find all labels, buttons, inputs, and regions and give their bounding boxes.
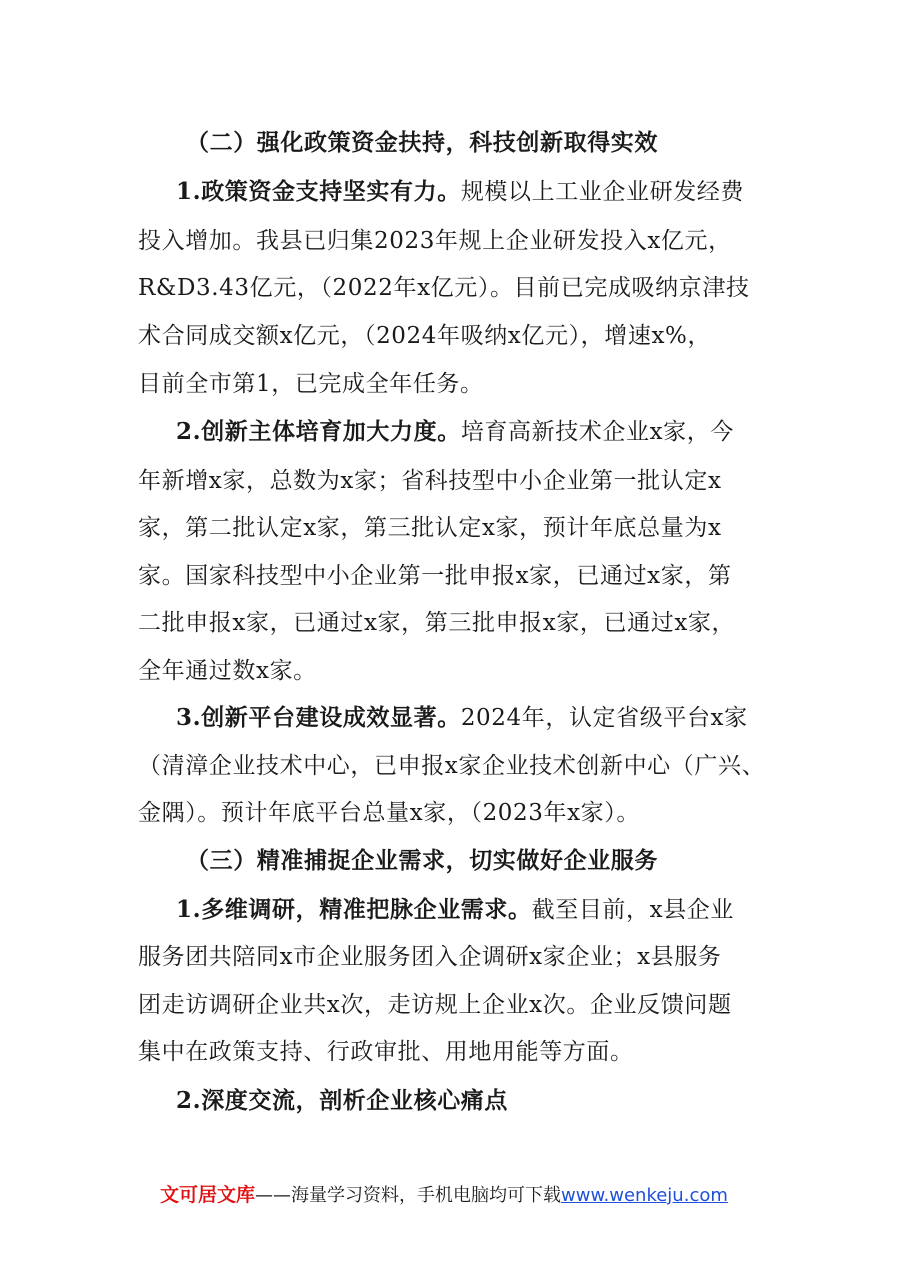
paragraph-4-line-4: 集中在政策支持、行政审批、用地用能等方面。 [138, 1039, 634, 1065]
footer-dash: —— [255, 1185, 292, 1206]
paragraph-1-line-3: R&D3.43亿元，（2022年x亿元）。目前已完成吸纳京津技 [138, 275, 750, 301]
footer-brand: 文可居文库 [160, 1184, 256, 1206]
paragraph-1-lead: 1.政策资金支持坚实有力。 [176, 178, 461, 205]
paragraph-3-line-1-text: 2024年，认定省级平台x家 [460, 705, 748, 731]
paragraph-3-line-2: （清漳企业技术中心，已申报x家企业技术创新中心（广兴、 [138, 753, 766, 779]
paragraph-2-line-1-text: 培育高新技术企业x家，今 [460, 419, 734, 445]
footer-link[interactable]: www.wenkeju.com [561, 1185, 728, 1206]
paragraph-3-lead: 3.创新平台建设成效显著。 [176, 704, 461, 731]
section-heading-2: （二）强化政策资金扶持，科技创新取得实效 [186, 129, 658, 156]
paragraph-4-line-1 [176, 895, 816, 925]
paragraph-2-line-1 [176, 417, 816, 447]
paragraph-4-line-3: 团走访调研企业共x次，走访规上企业x次。企业反馈问题 [138, 992, 732, 1018]
paragraph-4-line-2: 服务团共陪同x市企业服务团入企调研x家企业；x县服务 [138, 944, 722, 970]
paragraph-5-line-1 [176, 1086, 816, 1116]
paragraph-2-line-4: 家。国家科技型中小企业第一批申报x家，已通过x家，第 [138, 563, 732, 589]
paragraph-1-line-1-text: 规模以上工业企业研发经费 [460, 179, 745, 205]
paragraph-1-line-2: 投入增加。我县已归集2023年规上企业研发投入x亿元， [138, 228, 732, 254]
paragraph-2-lead: 2.创新主体培育加大力度。 [176, 418, 461, 445]
paragraph-1-line-4: 术合同成交额x亿元，（2024年吸纳x亿元），增速x%， [138, 323, 712, 349]
paragraph-4-line-1-text: 截至目前，x县企业 [531, 897, 734, 923]
paragraph-2-line-2: 年新增x家，总数为x家；省科技型中小企业第一批认定x [138, 468, 722, 494]
paragraph-1-line-1 [176, 177, 816, 207]
paragraph-2-line-5: 二批申报x家，已通过x家，第三批申报x家，已通过x家， [138, 610, 736, 636]
paragraph-2-line-6: 全年通过数x家。 [138, 658, 317, 684]
paragraph-5-lead: 2.深度交流，剖析企业核心痛点 [176, 1087, 509, 1114]
footer-banner [160, 1182, 728, 1209]
paragraph-1-line-5: 目前全市第1，已完成全年任务。 [138, 371, 484, 397]
section-heading-3: （三）精准捕捉企业需求，切实做好企业服务 [186, 847, 658, 874]
paragraph-2-line-3: 家，第二批认定x家，第三批认定x家，预计年底总量为x [138, 515, 722, 541]
footer-slogan: 海量学习资料，手机电脑均可下载 [291, 1185, 562, 1206]
paragraph-4-lead: 1.多维调研，精准把脉企业需求。 [176, 896, 532, 923]
paragraph-3-line-1 [176, 703, 816, 733]
paragraph-3-line-3: 金隅）。预计年底平台总量x家，（2023年x家）。 [138, 800, 640, 826]
